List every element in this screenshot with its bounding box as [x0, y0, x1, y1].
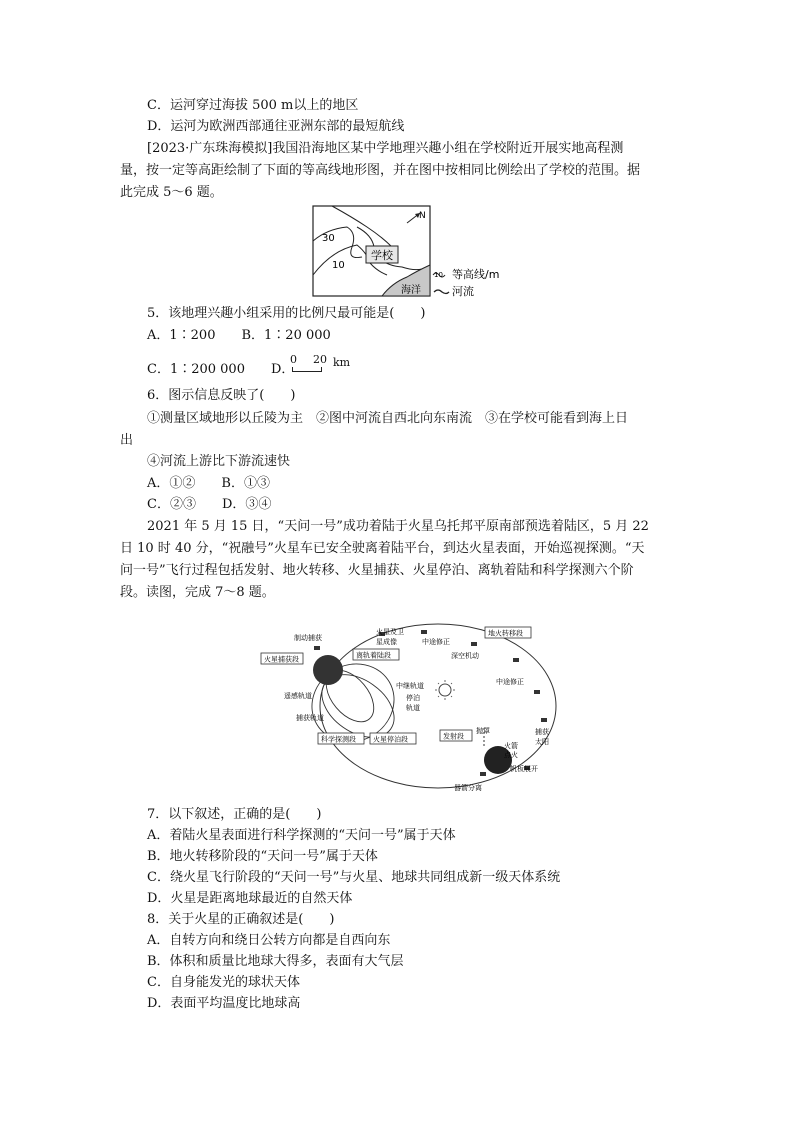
label-brake-capture: 制动捕获	[294, 634, 322, 642]
q6-statements-1-cont: 出	[120, 433, 134, 448]
q8-option-b: B．体积和质量比地球大得多，表面有大气层	[147, 954, 404, 969]
label-parking-orbit-1: 停泊	[406, 694, 420, 702]
q7-stem: 7．以下叙述，正确的是( )	[147, 807, 322, 822]
q8-option-c: C．自身能发光的球状天体	[147, 975, 300, 990]
contour-line-upper	[332, 206, 392, 247]
sun-icon	[439, 684, 451, 696]
q8-option-d: D．表面平均温度比地球高	[147, 996, 301, 1011]
label-rocket-ignition-1: 火箭	[504, 742, 518, 750]
q4-option-d: D．运河为欧洲西部通往亚洲东部的最短航线	[147, 119, 405, 134]
q6-statements-2: ④河流上游比下游流速快	[147, 454, 291, 469]
label-earth-mars-transfer-stage: 地火转移段	[488, 629, 523, 638]
q5-options-cd: C．1∶200 000 D．	[147, 362, 295, 377]
label-panel-deploy: 帆板展开	[510, 765, 538, 773]
scale-bar-line	[292, 367, 322, 372]
q8-stem: 8．关于火星的正确叙述是( )	[147, 912, 335, 927]
legend-contour-label: 等高线/m	[452, 268, 500, 281]
label-fairing-sep: 抛罩	[476, 727, 490, 735]
label-relay-orbit: 中继轨道	[396, 682, 424, 690]
q7-option-a: A．着陆火星表面进行科学探测的“天问一号”属于天体	[147, 828, 456, 843]
q6-statements-1: ①测量区域地形以丘陵为主 ②图中河流自西北向东南流 ③在学校可能看到海上日	[147, 411, 629, 426]
label-remote-sensing-orbit: 遥感轨道	[284, 692, 312, 700]
scale-bar-zero: 0	[290, 353, 297, 366]
legend-contour-value: 10	[434, 271, 443, 279]
label-mars-sat-imaging-2: 星成像	[376, 638, 397, 646]
q6-options-cd: C．②③ D．③④	[147, 497, 272, 512]
q7-option-b: B．地火转移阶段的“天问一号”属于天体	[147, 849, 378, 864]
q6-stem: 6．图示信息反映了( )	[147, 388, 296, 403]
legend-river-label: 河流	[452, 285, 474, 298]
intro-7-8-line4: 段。读图，完成 7～8 题。	[120, 585, 275, 600]
sun-rays	[435, 680, 455, 700]
label-deep-space-maneuver: 深空机动	[451, 652, 479, 660]
label-capture-orbit: 捕获轨道	[296, 714, 324, 722]
contour-map-figure	[312, 205, 522, 300]
intro-5-6-line1: [2023·广东珠海模拟]我国沿海地区某中学地理兴趣小组在学校附近开展实地高程测	[147, 141, 624, 156]
label-midcourse-1: 中途修正	[422, 638, 450, 646]
intro-5-6-line2: 量，按一定等高距绘制了下面的等高线地形图，并在图中按相同比例绘出了学校的范围。据	[120, 163, 641, 178]
ocean-label: 海洋	[401, 285, 421, 296]
intro-7-8-line3: 问一号”飞行过程包括发射、地火转移、火星捕获、火星停泊、离轨着陆和科学探测六个阶	[120, 563, 634, 578]
school-label: 学校	[371, 249, 393, 262]
orbit-diagram	[258, 618, 568, 796]
label-capture-sun-1: 捕获	[535, 728, 549, 736]
mars-icon	[313, 655, 343, 685]
label-mars-capture-stage: 火星捕获段	[264, 655, 299, 664]
q5-stem: 5．该地理兴趣小组采用的比例尺最可能是( )	[147, 306, 426, 321]
transfer-orbit	[320, 624, 556, 788]
contour-label-10: 10	[332, 260, 345, 271]
north-label: N	[419, 211, 426, 221]
label-capture-sun-2: 太阳	[535, 738, 549, 746]
q7-option-d: D．火星是距离地球最近的自然天体	[147, 891, 353, 906]
label-rocket-ignition-2: 点火	[504, 751, 518, 759]
label-science-stage: 科学探测段	[321, 735, 356, 744]
q5-options-ab: A．1∶200 B．1∶20 000	[147, 328, 331, 343]
intro-5-6-line3: 此完成 5～6 题。	[120, 185, 223, 200]
scale-bar-twenty: 20	[313, 353, 327, 366]
intro-7-8-line1: 2021 年 5 月 15 日，“天问一号”成功着陆于火星乌托邦平原南部预选着陆区，5 月 22	[147, 519, 649, 534]
label-mars-parking-stage: 火星停泊段	[373, 735, 408, 744]
label-launch-stage: 发射段	[443, 732, 464, 741]
label-midcourse-2: 中途修正	[496, 678, 524, 686]
q8-option-a: A．自转方向和绕日公转方向都是自西向东	[147, 933, 391, 948]
contour-label-30: 30	[322, 233, 335, 244]
q4-option-c: C．运河穿过海拔 500 m以上的地区	[147, 98, 359, 113]
label-parking-orbit-2: 轨道	[406, 704, 420, 712]
scale-bar	[285, 353, 351, 379]
q7-option-c: C．绕火星飞行阶段的“天问一号”与火星、地球共同组成新一级天体系统	[147, 870, 561, 885]
q6-options-ab: A．①② B．①③	[147, 476, 270, 491]
legend-river-icon	[434, 290, 449, 294]
intro-7-8-line2: 日 10 时 40 分，“祝融号”火星车已安全驶离着陆平台，到达火星表面，开始巡视探测。“天	[120, 541, 645, 556]
scale-bar-unit: km	[333, 356, 351, 369]
label-deorbit-landing-stage: 离轨着陆段	[356, 651, 391, 660]
label-mars-sat-imaging-1: 火星及卫	[376, 628, 404, 636]
label-separation: 器箭分离	[454, 784, 482, 792]
